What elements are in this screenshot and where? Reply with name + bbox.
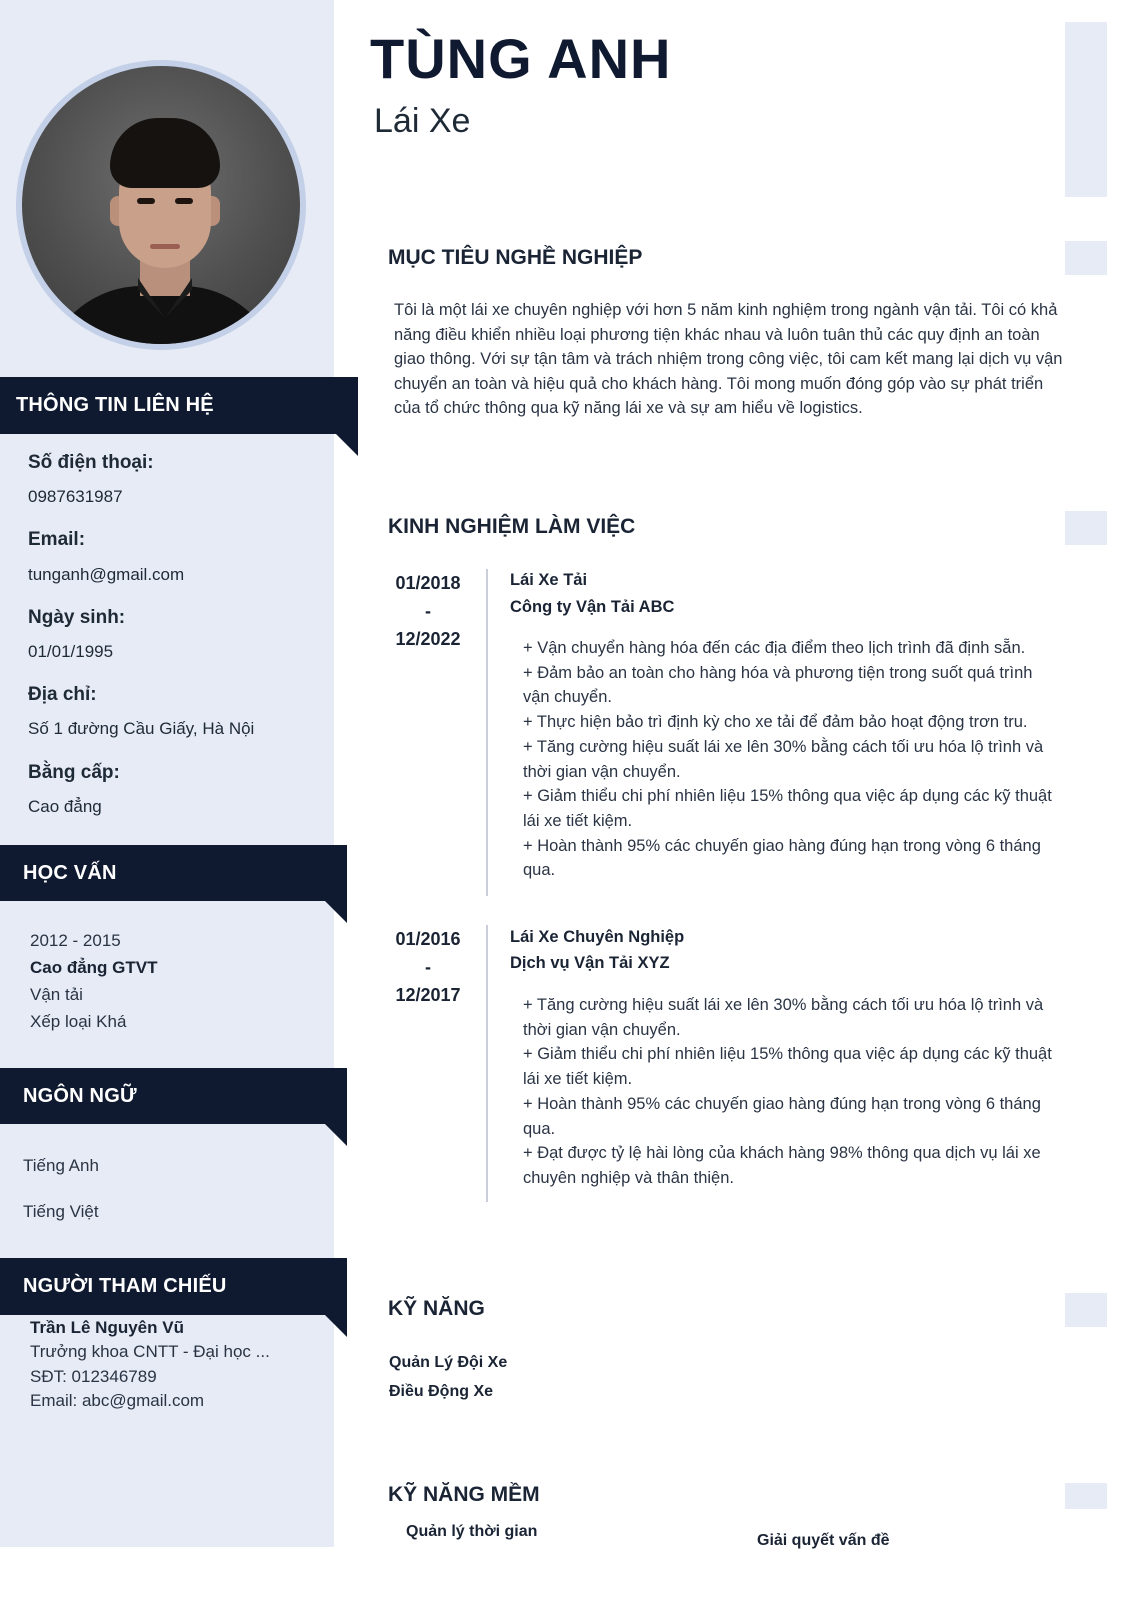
banner-fold — [325, 901, 347, 923]
job-date-separator: - — [425, 601, 431, 621]
contact-heading-text: THÔNG TIN LIÊN HỆ — [16, 394, 214, 416]
soft-skill-item: Giải quyết vấn đề — [757, 1532, 890, 1549]
job-duty: + Thực hiện bảo trì định kỳ cho xe tải để đảm bảo hoạt động trơn tru. — [523, 713, 1028, 732]
skill-item: Quản Lý Đội Xe — [389, 1354, 508, 1371]
language-item: Tiếng Việt — [23, 1202, 99, 1221]
timeline-line — [486, 569, 488, 896]
job-start-date: 01/2016 — [395, 929, 461, 949]
education-section-heading — [0, 845, 347, 901]
reference-phone: SĐT: 012346789 — [30, 1367, 157, 1386]
job-end-date: 12/2017 — [395, 985, 461, 1005]
job-date-range — [384, 569, 472, 653]
language-item: Tiếng Anh — [23, 1156, 99, 1175]
degree-label: Bằng cấp: — [28, 762, 120, 783]
job-duty: + Giảm thiểu chi phí nhiên liệu 15% thông qua việc áp dụng các kỹ thuật lái xe tiết kiệm. — [523, 787, 1052, 830]
skill-item: Điều Động Xe — [389, 1383, 494, 1400]
soft-skill-item: Quản lý thời gian — [406, 1523, 538, 1540]
degree-value: Cao đẳng — [28, 797, 102, 816]
job-company: Dịch vụ Vận Tải XYZ — [510, 954, 670, 972]
dob-value: 01/01/1995 — [28, 642, 114, 661]
job-duty: + Hoàn thành 95% các chuyến giao hàng đúng hạn trong vòng 6 tháng qua. — [523, 1094, 1041, 1138]
decorative-bar — [1065, 22, 1107, 197]
job-duties-list — [523, 636, 1063, 883]
profile-photo-ring — [16, 60, 306, 350]
address-value: Số 1 đường Cầu Giấy, Hà Nội — [28, 719, 255, 738]
objective-text: Tôi là một lái xe chuyên nghiệp với hơn 5 năm kinh nghiệm trong ngành vận tải. Tôi có khả năng điều khiển nhiều loại phương tiện khác nhau và luôn tuân thủ các quy định an toàn giao thông. Với sự tận tâm và trách nhiệm trong công việc, tôi cam kết mang lại dịch vụ vận chuyển an toàn và hiệu quả cho khách hàng. Tôi mong muốn đóng góp vào sự phát triển của tổ chức thông qua kỹ năng lái xe và sự am hiểu về logistics. — [394, 301, 1063, 417]
job-title: Lái Xe Tải — [510, 571, 588, 589]
job-title: Lái Xe Chuyên Nghiệp — [510, 928, 685, 946]
experience-heading: KINH NGHIỆM LÀM VIỆC — [388, 515, 636, 538]
education-major: Vận tải — [30, 985, 83, 1004]
soft-skills-heading: KỸ NĂNG MỀM — [388, 1483, 540, 1506]
education-school: Cao đẳng GTVT — [30, 958, 158, 977]
job-duty: + Giảm thiểu chi phí nhiên liệu 15% thông qua việc áp dụng các kỹ thuật lái xe tiết kiệm. — [523, 1045, 1052, 1089]
decorative-bar — [1065, 1483, 1107, 1509]
job-duty: + Hoàn thành 95% các chuyến giao hàng đúng hạn trong vòng 6 tháng qua. — [523, 836, 1041, 880]
skills-heading: KỸ NĂNG — [388, 1297, 485, 1320]
job-duty: + Tăng cường hiệu suất lái xe lên 30% bằng cách tối ưu hóa lộ trình và thời gian vận chuyển. — [523, 996, 1044, 1039]
candidate-role: Lái Xe — [374, 102, 471, 140]
job-date-separator: - — [425, 957, 431, 977]
decorative-bar — [1065, 511, 1107, 545]
reference-position: Trưởng khoa CNTT - Đại học ... — [30, 1342, 270, 1361]
job-duty: + Vận chuyển hàng hóa đến các địa điểm theo lịch trình đã định sẵn. — [523, 639, 1026, 657]
languages-section-heading — [0, 1068, 347, 1124]
job-company: Công ty Vận Tải ABC — [510, 598, 675, 616]
dob-label: Ngày sinh: — [28, 607, 126, 628]
job-duties-list — [523, 993, 1063, 1191]
reference-name: Trần Lê Nguyên Vũ — [30, 1318, 184, 1337]
education-years: 2012 - 2015 — [30, 931, 121, 950]
candidate-name: TÙNG ANH — [370, 27, 672, 90]
banner-fold — [336, 434, 358, 456]
job-end-date: 12/2022 — [395, 629, 461, 649]
timeline-line — [486, 925, 488, 1202]
reference-heading-text: NGƯỜI THAM CHIẾU — [23, 1275, 227, 1297]
phone-label: Số điện thoại: — [28, 452, 154, 473]
decorative-bar — [1065, 1293, 1107, 1327]
profile-photo — [22, 66, 300, 344]
phone-value: 0987631987 — [28, 487, 123, 506]
reference-section-heading — [0, 1258, 347, 1315]
email-value: tunganh@gmail.com — [28, 565, 185, 584]
contact-section-heading — [0, 377, 358, 434]
education-heading-text: HỌC VẤN — [23, 861, 117, 884]
decorative-bar — [1065, 241, 1107, 275]
job-duty: + Đảm bảo an toàn cho hàng hóa và phương tiện trong suốt quá trình vận chuyển. — [523, 663, 1033, 707]
email-label: Email: — [28, 529, 86, 550]
address-label: Địa chỉ: — [28, 684, 97, 705]
job-duty: + Đạt được tỷ lệ hài lòng của khách hàng 98% thông qua dịch vụ lái xe chuyên nghiệp và thân thiện. — [523, 1144, 1041, 1187]
reference-email: Email: abc@gmail.com — [30, 1391, 205, 1410]
education-grade: Xếp loại Khá — [30, 1012, 127, 1031]
job-start-date: 01/2018 — [395, 573, 461, 593]
objective-heading: MỤC TIÊU NGHỀ NGHIỆP — [388, 246, 643, 269]
job-date-range — [384, 925, 472, 1009]
banner-fold — [325, 1315, 347, 1337]
languages-heading-text: NGÔN NGỮ — [23, 1084, 137, 1107]
banner-fold — [325, 1124, 347, 1146]
job-duty: + Tăng cường hiệu suất lái xe lên 30% bằng cách tối ưu hóa lộ trình và thời gian vận chuyển. — [523, 737, 1044, 781]
